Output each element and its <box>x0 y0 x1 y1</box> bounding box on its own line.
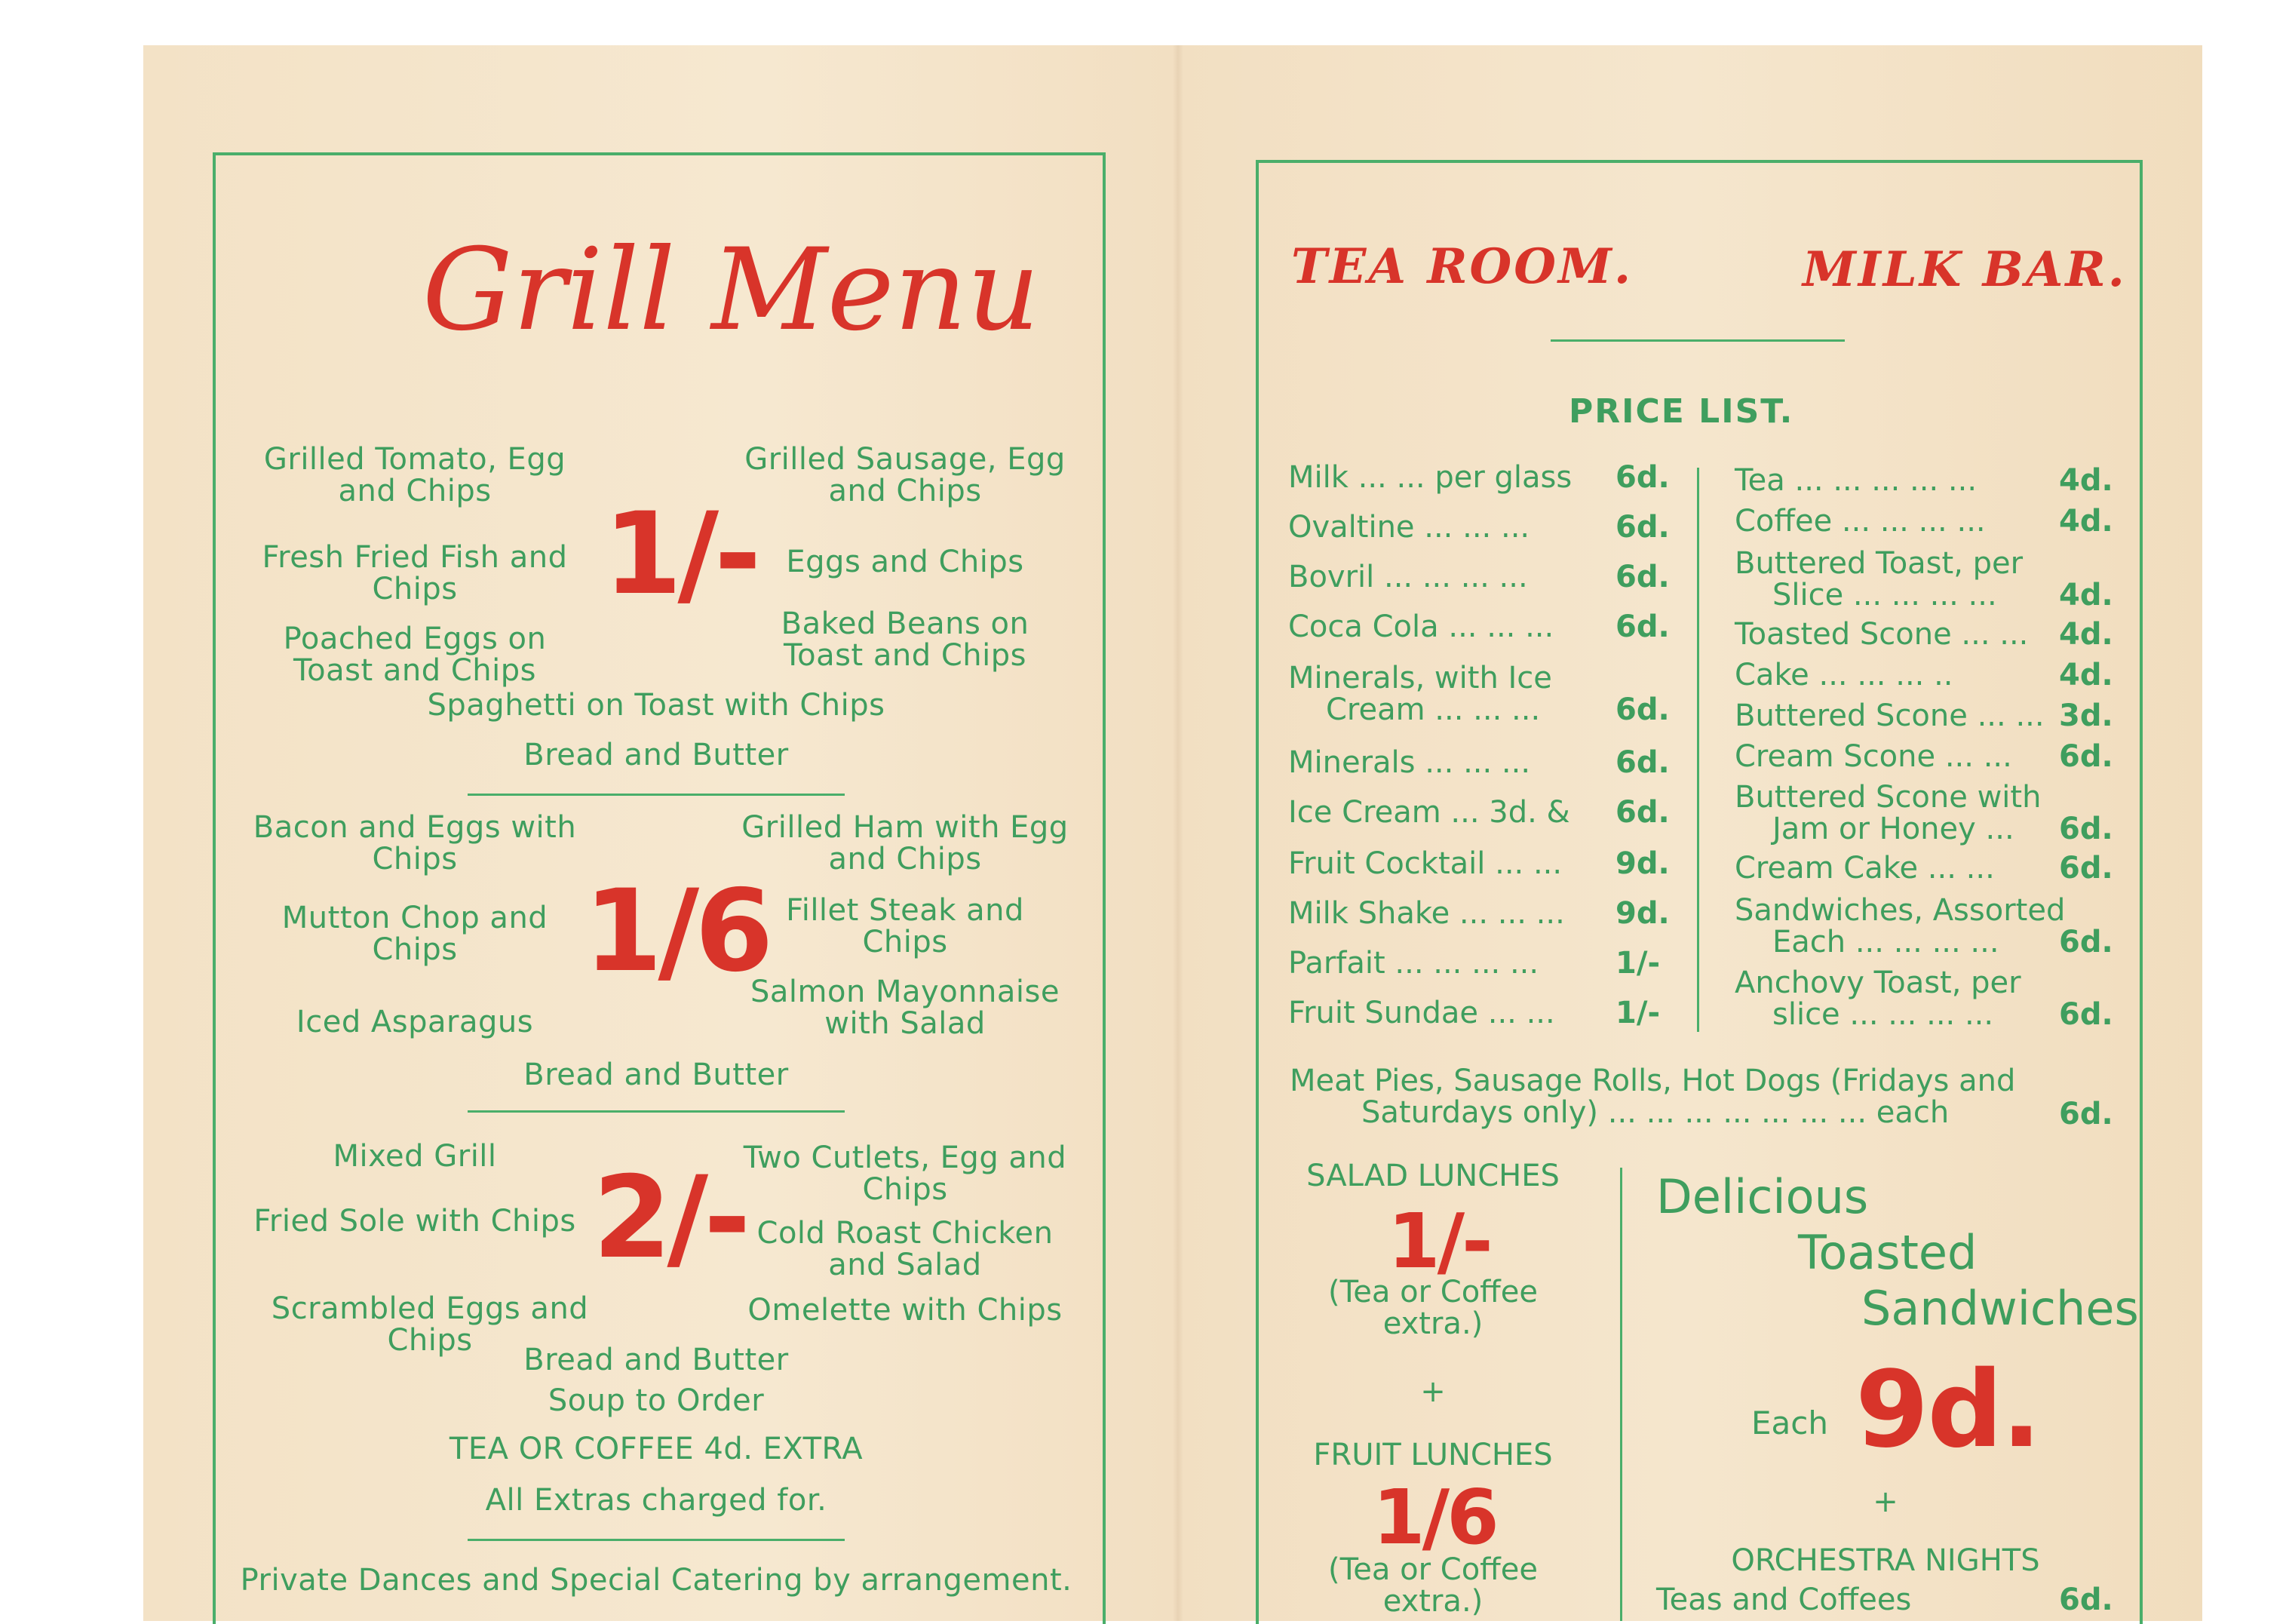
price-list-item-name: Cream Scone ... ... <box>1735 739 2012 774</box>
section-divider <box>468 794 845 796</box>
price-list-item-price: 6d. <box>2059 812 2113 846</box>
price-list-item-name-cont: Each ... ... ... ... <box>1772 925 1999 959</box>
price-list-item-name: Minerals, with Ice <box>1288 661 1552 695</box>
price-list-item-name: Tea ... ... ... ... ... <box>1735 463 1978 498</box>
column-divider <box>1697 468 1699 1032</box>
menu-item: Omelette with Chips <box>747 1293 1063 1328</box>
price-list-item-name: Cake ... ... ... .. <box>1735 658 1953 692</box>
price-list-item-name: Cream Cake ... ... <box>1735 851 1995 886</box>
menu-item: Soup to Order <box>548 1383 765 1418</box>
price-list-item-price: 6d. <box>1615 692 1670 727</box>
fruit-lunches-price: 1/6 <box>1373 1473 1496 1561</box>
center-fold <box>1173 45 1183 1621</box>
price-list-item-price: 4d. <box>2059 578 2113 612</box>
price-1-shilling: 1/- <box>603 489 757 620</box>
menu-item: Bread and Butter <box>523 1058 789 1092</box>
price-list-item-price: 6d. <box>2059 739 2113 774</box>
menu-item: Grilled Sausage, Egg and Chips <box>744 442 1066 508</box>
menu-item: Bacon and Eggs with Chips <box>253 810 577 876</box>
menu-item: Scrambled Eggs and Chips <box>271 1291 589 1358</box>
salad-lunches-price: 1/- <box>1388 1197 1490 1285</box>
sandwiches-text: Sandwiches <box>1861 1281 2139 1336</box>
salad-note-2: extra.) <box>1382 1306 1484 1341</box>
price-list-item-price: 4d. <box>2059 658 2113 692</box>
price-list-item-name: Anchovy Toast, per <box>1735 965 2021 1000</box>
price-list-item-price: 6d. <box>1615 560 1670 594</box>
price-list-item-price: 9d. <box>1615 896 1670 931</box>
plus-sign: + <box>1420 1374 1446 1409</box>
menu-item: Two Cutlets, Egg and Chips <box>743 1140 1067 1207</box>
price-list-item-name: Ice Cream ... 3d. & <box>1288 795 1570 830</box>
menu-item: Baked Beans on Toast and Chips <box>781 606 1029 673</box>
menu-item: Grilled Ham with Egg and Chips <box>741 810 1069 876</box>
menu-item: Mixed Grill <box>333 1139 497 1174</box>
menu-item: Bread and Butter <box>523 1343 789 1377</box>
price-list-item-price: 6d. <box>1615 795 1670 830</box>
price-list-item-name: Sandwiches, Assorted <box>1735 893 2066 928</box>
price-list-item-name: Milk Shake ... ... ... <box>1288 896 1565 931</box>
plus-sign: + <box>1873 1484 1898 1519</box>
price-list-item-price: 4d. <box>2059 617 2113 652</box>
price-list-item-name: Parfait ... ... ... ... <box>1288 946 1539 981</box>
toasted-sandwich-price: 9d. <box>1855 1349 2040 1472</box>
section-divider <box>468 1539 845 1541</box>
price-list-item-price: 6d. <box>2059 925 2113 959</box>
fruit-note-1: (Tea or Coffee <box>1328 1552 1538 1587</box>
price-list-item-name-cont: Slice ... ... ... ... <box>1772 578 1997 612</box>
menu-item: Spaghetti on Toast with Chips <box>427 688 885 723</box>
menu-item: Bread and Butter <box>523 738 789 772</box>
price-list-item-price: 6d. <box>1615 460 1670 495</box>
price-list-item-price: 6d. <box>2059 851 2113 886</box>
orchestra-line: Teas and Coffees <box>1656 1583 1912 1617</box>
grill-menu-title: Grill Menu <box>422 225 1040 356</box>
meat-pies-line1: Meat Pies, Sausage Rolls, Hot Dogs (Fridays and <box>1290 1064 2016 1098</box>
section-divider <box>468 1110 845 1113</box>
salad-lunches-title: SALAD LUNCHES <box>1306 1159 1560 1193</box>
menu-item: Fillet Steak and Chips <box>786 893 1024 959</box>
fruit-lunches-title: FRUIT LUNCHES <box>1313 1438 1553 1472</box>
price-list-item-price: 3d. <box>2059 698 2113 733</box>
price-list-item-price: 9d. <box>1615 846 1670 881</box>
price-list-item-price: 6d. <box>1615 745 1670 780</box>
private-dances-note: Private Dances and Special Catering by arrangement. <box>240 1563 1072 1598</box>
price-list-item-name: Buttered Scone with <box>1735 780 2042 815</box>
price-2-shillings: 2/- <box>593 1153 747 1284</box>
price-list-item-name: Fruit Sundae ... ... <box>1288 996 1555 1030</box>
tea-room-header: TEA ROOM. <box>1291 238 1634 295</box>
price-list-item-price: 4d. <box>2059 463 2113 498</box>
price-list-item-name: Minerals ... ... ... <box>1288 745 1531 780</box>
delicious-text: Delicious <box>1656 1169 1869 1224</box>
orchestra-nights-title: ORCHESTRA NIGHTS <box>1731 1543 2040 1578</box>
menu-item: Grilled Tomato, Egg and Chips <box>263 442 566 508</box>
orchestra-price: 6d. <box>2059 1583 2113 1617</box>
price-list-item-price: 6d. <box>1615 510 1670 545</box>
price-list-item-name: Bovril ... ... ... ... <box>1288 560 1528 594</box>
menu-item: Cold Roast Chicken and Salad <box>756 1216 1054 1282</box>
price-list-item-price: 1/- <box>1615 946 1661 981</box>
salad-note-1: (Tea or Coffee <box>1328 1275 1538 1309</box>
fruit-note-2: extra.) <box>1382 1584 1484 1619</box>
price-list-item-name: Ovaltine ... ... ... <box>1288 510 1530 545</box>
menu-item: TEA OR COFFEE 4d. EXTRA <box>449 1432 864 1466</box>
price-list-item-price: 1/- <box>1615 996 1661 1030</box>
price-1-6: 1/6 <box>584 866 769 997</box>
price-list-item-name: Coffee ... ... ... ... <box>1735 504 1986 539</box>
lunch-divider <box>1620 1168 1622 1621</box>
price-list-item-name: Toasted Scone ... ... <box>1735 617 2029 652</box>
each-label: Each <box>1751 1404 1828 1441</box>
menu-item: Iced Asparagus <box>296 1005 534 1039</box>
price-list-item-name: Buttered Toast, per <box>1735 546 2024 581</box>
price-list-item-price: 6d. <box>2059 997 2113 1032</box>
menu-item: Mutton Chop and Chips <box>281 901 548 967</box>
menu-item: Fried Sole with Chips <box>253 1204 576 1239</box>
header-divider <box>1551 339 1845 342</box>
price-list-item-name: Buttered Scone ... ... <box>1735 698 2045 733</box>
menu-item: Eggs and Chips <box>786 545 1024 579</box>
toasted-text: Toasted <box>1798 1225 1978 1280</box>
menu-item: All Extras charged for. <box>485 1483 827 1518</box>
price-list-item-price: 4d. <box>2059 504 2113 539</box>
meat-pies-line2: Saturdays only) ... ... ... ... ... ... ... each <box>1361 1095 1950 1130</box>
menu-item: Fresh Fried Fish and Chips <box>262 540 568 606</box>
price-list-item-name: Fruit Cocktail ... ... <box>1288 846 1563 881</box>
price-list-item-name: Coca Cola ... ... ... <box>1288 609 1554 644</box>
price-list-item-name-cont: Jam or Honey ... <box>1772 812 2014 846</box>
meat-pies-price: 6d. <box>2059 1097 2113 1131</box>
milk-bar-header: MILK BAR. <box>1803 241 2127 298</box>
price-list-item-price: 6d. <box>1615 609 1670 644</box>
menu-item: Salmon Mayonnaise with Salad <box>750 975 1060 1041</box>
price-list-title: PRICE LIST. <box>1569 392 1794 431</box>
price-list-item-name-cont: slice ... ... ... ... <box>1772 997 1994 1032</box>
price-list-item-name: Milk ... ... per glass <box>1288 460 1573 495</box>
price-list-item-name-cont: Cream ... ... ... <box>1326 692 1541 727</box>
menu-item: Poached Eggs on Toast and Chips <box>283 622 547 688</box>
